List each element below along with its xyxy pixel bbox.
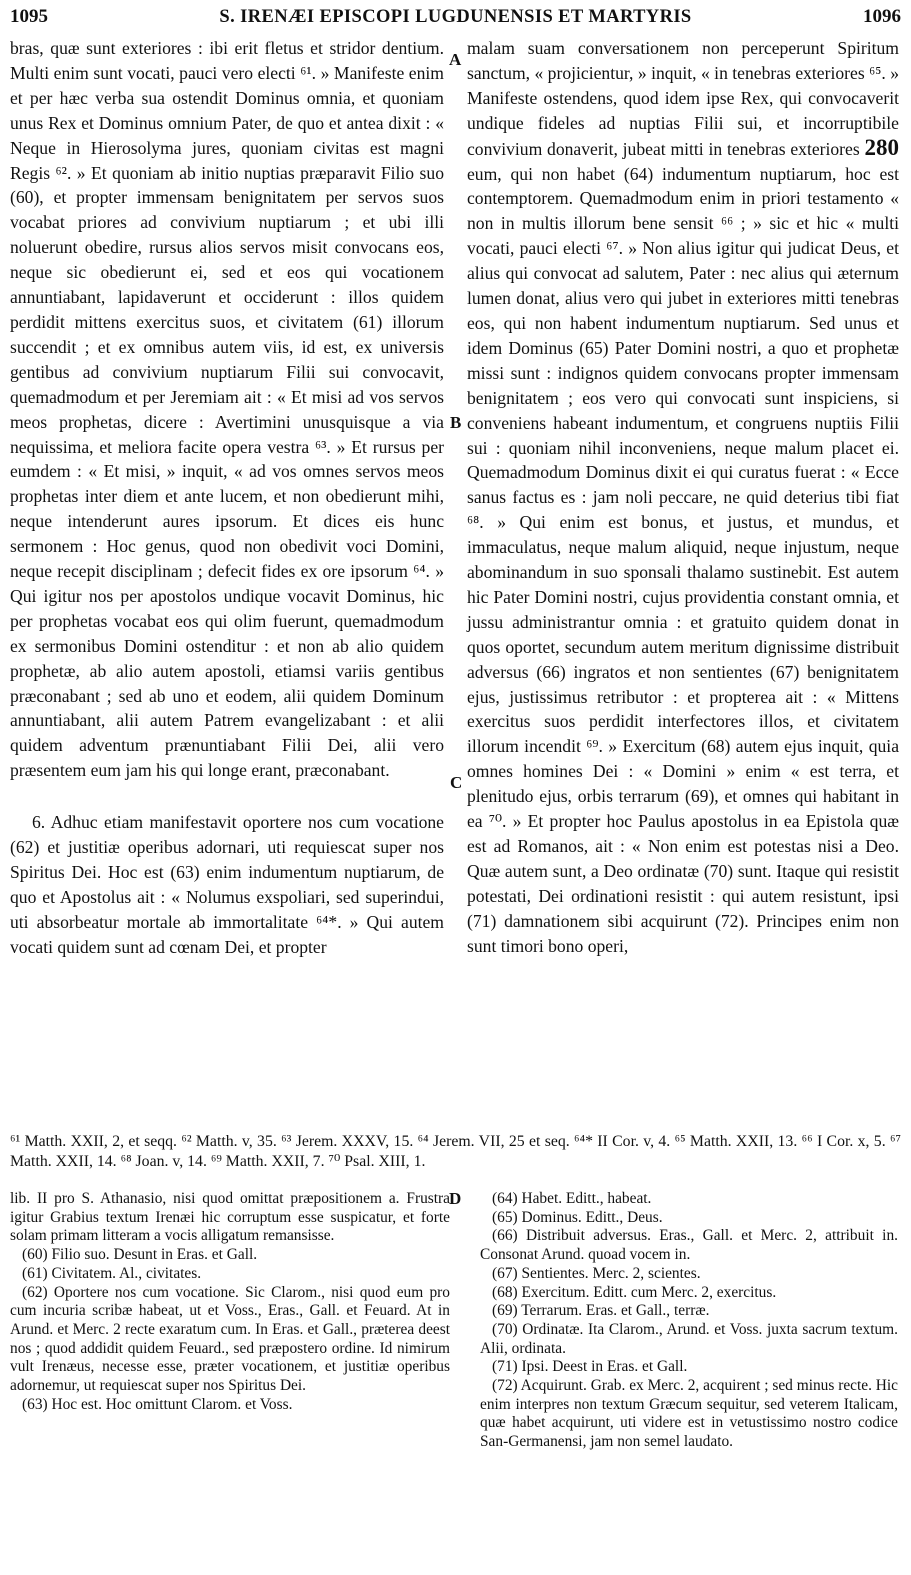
note-item: (60) Filio suo. Desunt in Eras. et Gall. xyxy=(22,1246,258,1264)
paragraph-6: 6. Adhuc etiam manifestavit oportere nos cum vocatione (62) et justitiæ operibus adornari, uti requiescat super nos Spiritus Dei. Hoc est (63) enim indumentum nuptiarum, de quo et Apostolus ait : « Nolumus exspoliari, sed superindui, uti absorbeatur mortale ab immortalitate ⁶⁴*. » Qui autem vocati quidem sunt ad cœnam Dei, et propter xyxy=(10,812,444,957)
note-item: (67) Sentientes. Merc. 2, scientes. xyxy=(492,1264,701,1282)
critical-notes-right xyxy=(480,1190,898,1452)
note-item: lib. II pro S. Athanasio, nisi quod omittat præpositionem a. Frustra igitur Grabius textum Irenæi hic corruptum esse suspicatur, et forte solam primam litteram a vocis alligatum remansisse. xyxy=(10,1190,450,1245)
note-item: (70) Ordinatæ. Ita Clarom., Arund. et Voss. juxta sacrum textum. Alii, ordinata. xyxy=(480,1320,898,1357)
paragraph-text: bras, quæ sunt exteriores : ibi erit fletus et stridor dentium. Multi enim sunt vocati, pauci vero electi ⁶¹. » Manifeste enim et per hæc verba sua ostendit Dominus omnia, et quoniam unus Rex et Dominus omnium Pater, de quo et antea dixit : « Neque in Hierosolyma jures, quoniam civitas est magni Regis ⁶². » Et quoniam ab initio nuptias præparavit Filio suo (60), et propter immensam benignitatem per servos suos vocabat priores ad convivium nuptiarum ; et ubi illi noluerunt obedire, rursus alios servos misit convocans eos, neque sic obedierunt ei, sed et eos qui vocationem annuntiabant, lapidaverunt et occiderunt : illos quidem perdidit mittens exercitus suos, et civitatem (61) illorum succendit ; et ex omnibus autem viis, id est, ex universis gentibus ad convivium nuptiarum Filii sui convocavit, quemadmodum et per Jeremiam ait : « Et misi ad vos servos meos prophetas, dicere : Avertimini unusquisque a via nequissima, et meliora facite opera vestra ⁶³. » Et rursus per eumdem : « Et misi, » inquit, « ad vos omnes servos meos prophetas inter diem et ante lucem, et non obedierunt mihi, neque intenderunt aures ipsorum. Et dices eis hunc sermonem : Hoc genus, quod non obedivit voci Domini, neque recepit disciplinam ; defecit fides ex ore ipsorum ⁶⁴. » Qui igitur nos per apostolos undique vocavit Dominus, hic per prophetas vocabat eos qui olim fuerunt, quemadmodum ex sermonibus Domini ostenditur : et non ab alio quidem prophetæ, ab alio autem apostoli, etiamsi variis gentibus præconabant ; sed ab uno et eodem, alii quidem Dominum annuntiabant, alii autem Patrem evangelizabant : et alii quidem adventum prænuntiabant Filii Dei, alii vero præsentem eum jam his qui longe erant, præconabant. xyxy=(10,38,444,781)
margin-letter-c: C xyxy=(450,773,463,792)
note-item: (62) Oportere nos cum vocatione. Sic Clarom., nisi quod eum pro cum incuria scribæ habeat, ut et Voss., Eras., Gall. et Feuard. At in Arund. et Merc. 2 recte exaratum cum. In Eras. et Gall., præterea deest nos ; quod addidit quidem Feuard., sed præpostero ordine. Id nimirum vult Irenæus, necesse esse, præter vocationem, et justitiæ operibus adornemur, ut requiescat super nos Spiritus Dei. xyxy=(10,1283,450,1395)
note-item: (72) Acquirunt. Grab. ex Merc. 2, acquirent ; sed minus recte. Hic enim interpres non textum Græcum sequitur, sed veterem Italicam, quæ habet acquirunt, uti videre est in vetustissimo nostro codice San-Germanensi, jam non semel laudato. xyxy=(480,1377,899,1451)
page-number-left: 1095 xyxy=(10,6,48,27)
paragraph-text-continued xyxy=(467,36,899,959)
text-segment: eum, qui non habet (64) indumentum nuptiarum, hoc est contemptorem. Quemadmodum enim in priori testamento « non in multis illorum bene sensit ⁶⁶ ; » sic et hic « multi vocati, pauci electi ⁶⁷. » Non alius igitur qui judicat Deus, et alius qui convocat ad salutem, Pater : nec alius qui æternum lumen donat, alius vero qui jubet in exteriores mitti tenebras eos, qui non habent indumentum nuptiarum. Sed unus et idem Dominus (65) Pater Domini nostri, a quo et prophetæ missi sunt : indignos quidem convocans propter immensam benignitatem ; eos vero qui convocati sunt inspiciens, si conveniens habeant indumentum, et congruens nuptiis Filii sui : quoniam nihil inconveniens, neque malum placet ei. Quemadmodum Dominus dixit ei qui curatus fuerat : « Ecce sanus factus es : jam noli peccare, ne quid deterius tibi fiat ⁶⁸. » Qui enim est bonus, et justus, et mundus, et immaculatus, neque malum aliquid, neque injustum, neque abominandum in suo sponsali thalamo sustinebit. Est autem hic Pater Domini nostri, cujus providentia constant omnia, et jussu administrantur omnia : et gratuito quidem donat in quos oportet, secundum autem meritum dignissime distribuit adversus (66) ingratos et non sentientes (67) benignitatem ejus, justissimus retributor : et propterea ait : « Mittens exercitus suos perdidit interfectores illos, et civitatem illorum incendit ⁶⁹. » Exercitum (68) autem ejus inquit, quia omnes homines Dei : « Domini » enim « est terra, et plenitudo ejus, orbis terrarum (69), et omnes qui habitant in ea ⁷⁰. » Et propter hoc Paulus apostolus in ea Epistola quæ est ad Romanos, ait : « Non enim est potestas nisi a Deo. Quæ autem sunt, a Deo ordinatæ (70) sunt. Itaque qui resistit potestati, Dei ordinationi resistit : qui autem resistunt, ipsi (71) damnationem sibi acquirunt (72). Principes enim non sunt timori bono operi, xyxy=(467,163,899,956)
running-title: S. IRENÆI EPISCOPI LUGDUNENSIS ET MARTYRIS xyxy=(219,7,692,27)
main-text-left-column xyxy=(10,36,444,960)
note-item: (61) Civitatem. Al., civitates. xyxy=(22,1264,202,1282)
margin-letter-b: B xyxy=(450,413,462,432)
scripture-references: ⁶¹ Matth. XXII, 2, et seqq. ⁶² Matth. v, 35. ⁶³ Jerem. XXXV, 15. ⁶⁴ Jerem. VII, 25 et seq. ⁶⁴* II Cor. v, 4. ⁶⁵ Matth. XXII, 13. ⁶⁶ I Cor. x, 5. ⁶⁷ Matth. XXII, 14. ⁶⁸ Joan. v, 14. ⁶⁹ Matth. XXII, 7. ⁷⁰ Psal. XIII, 1. xyxy=(10,1133,901,1170)
note-item: (65) Dominus. Editt., Deus. xyxy=(492,1208,663,1226)
note-item: (63) Hoc est. Hoc omittunt Clarom. et Voss. xyxy=(22,1395,293,1413)
critical-notes-left xyxy=(10,1190,450,1414)
margin-letter-d: D xyxy=(449,1189,462,1208)
page-number-right: 1096 xyxy=(863,6,901,27)
page-header xyxy=(10,6,901,34)
column-number: 280 xyxy=(864,134,899,160)
note-item: (66) Distribuit adversus. Eras., Gall. et Merc. 2, attribuit in. Consonat Arund. quoad vocem in. xyxy=(480,1227,898,1264)
main-text-right-column xyxy=(467,36,899,959)
margin-letter-a: A xyxy=(449,50,462,69)
text-segment: malam suam conversationem non perceperunt Spiritum sanctum, « projicientur, » inquit, « in tenebras exteriores ⁶⁵. » Manifeste ostendens, quod idem ipse Rex, qui convocaverit undique fideles ad nuptias Filii sui, et incorruptibile convivium donaverit, jubeat mitti in tenebras exteriores xyxy=(467,38,899,159)
note-item: (68) Exercitum. Editt. cum Merc. 2, exercitus. xyxy=(492,1283,777,1301)
note-item: (64) Habet. Editt., habeat. xyxy=(492,1190,652,1207)
note-item: (71) Ipsi. Deest in Eras. et Gall. xyxy=(492,1358,688,1376)
note-item: (69) Terrarum. Eras. et Gall., terræ. xyxy=(492,1302,710,1320)
